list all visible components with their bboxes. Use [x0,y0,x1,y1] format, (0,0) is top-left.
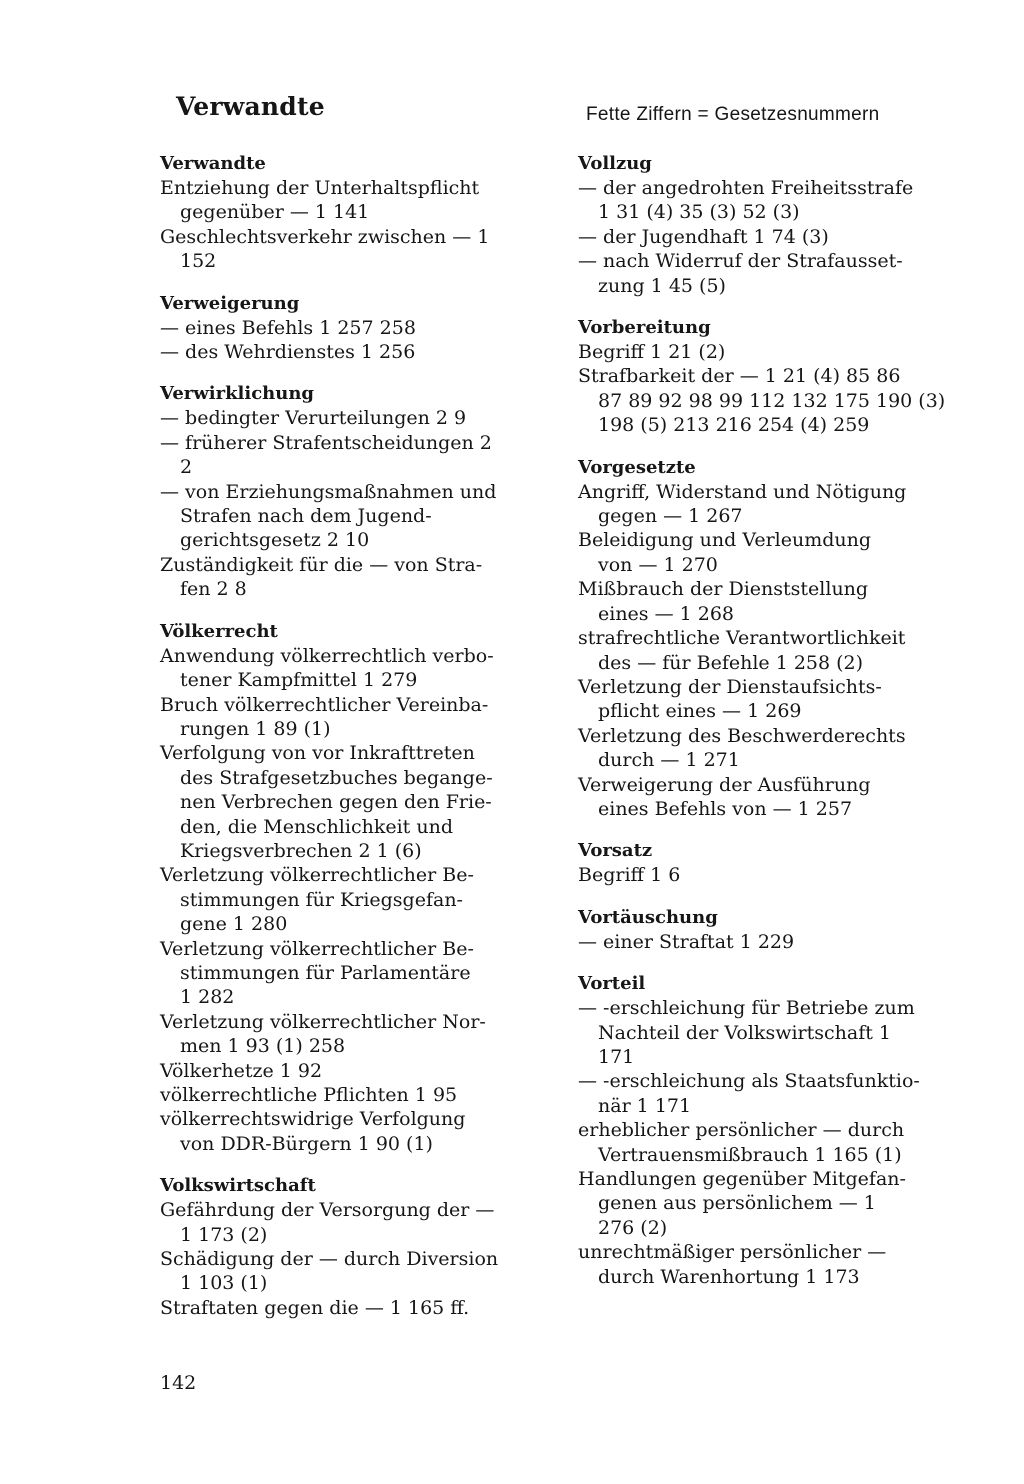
index-entry-line: — des Wehrdienstes 1 256 [160,341,416,364]
index-entry-line: Mißbrauch der Dienststellung [578,578,869,601]
index-entry-line: Beleidigung und Verleumdung [578,529,872,552]
index-entry-line: 2 [180,456,193,479]
index-entry-line: von DDR-Bürgern 1 90 (1) [180,1132,433,1155]
index-entry [578,249,938,298]
index-section [578,839,938,887]
right-column [578,152,946,1307]
index-entry-line: eines — 1 268 [598,602,735,625]
page-number: 142 [160,1372,197,1394]
index-entry-line: Verletzung völkerrechtlicher Be- [160,937,474,960]
index-entry [160,406,520,430]
index-entry [160,480,520,553]
index-entry-line: gerichtsgesetz 2 10 [180,529,370,552]
index-entry-line: von — 1 270 [598,553,718,576]
index-entry [160,937,520,1010]
index-section [160,382,520,601]
index-entry [160,644,520,693]
index-entry-line: Strafbarkeit der — 1 21 (4) 85 86 [578,365,901,388]
index-section [578,906,938,954]
index-entry-line: tener Kampfmittel 1 279 [180,669,418,692]
index-entry-line: stimmungen für Kriegsgefan- [180,888,463,911]
index-entry-line: gegen — 1 267 [598,505,743,528]
index-heading: Verwirklichung [160,383,315,405]
index-entry [578,480,938,529]
index-entry [578,176,938,225]
index-section [160,152,520,274]
index-entry [160,863,520,936]
index-entry-line: Anwendung völkerrechtlich verbo- [160,644,494,667]
index-entry-line: Begriff 1 6 [578,864,681,887]
index-entry [160,1083,520,1107]
index-entry-line: — der angedrohten Freiheitsstrafe [578,177,914,199]
index-entry [160,176,520,225]
index-entry-line: durch — 1 271 [598,749,740,772]
index-heading: Vortäuschung [578,906,718,928]
index-entry-line: Gefährdung der Versorgung der — [160,1199,495,1222]
index-entry-line: unrechtmäßiger persönlicher — [578,1241,887,1264]
index-section [578,456,938,822]
index-entry-line: strafrechtliche Verantwortlichkeit [578,627,906,650]
index-entry [578,773,938,822]
index-entry-line: stimmungen für Parlamentäre [180,961,471,984]
index-entry-line: völkerrechtswidrige Verfolgung [160,1108,466,1131]
index-entry-line: Handlungen gegenüber Mitgefan- [578,1168,906,1190]
index-entry-line: Straftaten gegen die — 1 165 ff. [160,1296,470,1319]
index-entry-line: — eines Befehls 1 257 258 [160,316,416,339]
index-entry-line: 198 (5) 213 216 254 (4) 259 [598,414,870,437]
index-entry-line: fen 2 8 [180,578,247,601]
index-entry-line: zung 1 45 (5) [598,274,726,297]
index-entry [578,1069,938,1118]
index-entry [160,741,520,863]
index-section [160,292,520,365]
index-entry [160,1296,520,1320]
index-entry-line: Bruch völkerrechtlicher Vereinba- [160,693,489,716]
index-section [578,152,938,298]
index-entry-line: Verletzung der Dienstaufsichts- [578,675,882,698]
index-entry-line: genen aus persönlichem — 1 [598,1192,876,1215]
index-entry-line: eines Befehls von — 1 257 [598,797,853,820]
index-entry [160,1059,520,1083]
index-entry [160,553,520,602]
index-entry [578,1167,938,1240]
index-entry-line: Vertrauensmißbrauch 1 165 (1) [598,1143,902,1166]
index-entry [160,431,520,480]
index-entry-line: pflicht eines — 1 269 [598,700,802,723]
index-entry-line: 87 89 92 98 99 112 132 175 190 (3) [598,389,946,412]
index-heading: Vorbereitung [578,317,711,339]
index-entry-line: Verweigerung der Ausführung [578,773,871,796]
index-entry-line: Verletzung völkerrechtlicher Nor- [160,1010,486,1033]
index-entry [578,1118,938,1167]
index-heading: Vorsatz [578,840,653,862]
index-entry-line: men 1 93 (1) 258 [180,1035,346,1058]
index-entry-line: — von Erziehungsmaßnahmen und [160,480,497,503]
index-entry-line: — -erschleichung als Staatsfunktio- [578,1070,920,1093]
index-entry-line: Kriegsverbrechen 2 1 (6) [180,839,422,862]
index-entry [160,693,520,742]
index-section [578,316,946,438]
index-entry [578,863,938,887]
index-entry-line: den, die Menschlichkeit und [180,815,453,838]
index-entry-line: — bedingter Verurteilungen 2 9 [160,407,467,430]
index-entry-line: erheblicher persönlicher — durch [578,1119,905,1142]
index-entry-line: — einer Straftat 1 229 [578,930,795,953]
index-entry-line: Geschlechtsverkehr zwischen — 1 [160,225,490,248]
index-entry-line: Schädigung der — durch Diversion [160,1248,499,1271]
index-entry-line: gene 1 280 [180,913,288,936]
index-entry [160,1010,520,1059]
index-entry [160,1198,520,1247]
index-entry-line: — nach Widerruf der Strafausset- [578,250,903,273]
index-entry-line: 1 173 (2) [180,1223,268,1246]
index-entry [578,930,938,954]
left-column [160,152,520,1338]
index-heading: Vorteil [578,973,646,995]
index-section [160,620,520,1157]
index-entry-line: Entziehung der Unterhaltspflicht [160,177,480,199]
index-entry [578,724,938,773]
index-entry [578,364,946,437]
index-entry-line: Zuständigkeit für die — von Stra- [160,553,483,576]
index-entry-line: när 1 171 [598,1094,692,1117]
index-entry-line: 276 (2) [598,1216,668,1239]
index-entry [160,1107,520,1156]
index-entry-line: durch Warenhortung 1 173 [598,1265,860,1288]
index-entry-line: Verfolgung von vor Inkrafttreten [160,742,475,765]
index-entry [578,225,938,249]
running-head-left: Verwandte [176,92,325,121]
running-head-right: Fette Ziffern = Gesetzesnummern [586,104,880,125]
index-entry-line: des Strafgesetzbuches begange- [180,766,493,789]
index-entry-line: Begriff 1 21 (2) [578,341,726,364]
index-entry [578,577,938,626]
index-entry-line: — früherer Strafentscheidungen 2 [160,431,492,454]
index-entry [578,626,938,675]
index-entry-line: Verletzung des Beschwerderechts [578,724,906,747]
index-heading: Volkswirtschaft [160,1175,316,1197]
index-section [578,972,938,1289]
index-heading: Vorgesetzte [578,456,696,478]
index-entry [160,316,520,340]
index-entry-line: 171 [598,1045,635,1068]
index-entry-line: Strafen nach dem Jugend- [180,505,432,528]
index-heading: Vollzug [578,153,652,174]
index-entry [160,225,520,274]
index-entry-line: — -erschleichung für Betriebe zum [578,997,915,1020]
index-heading: Verwandte [160,153,266,174]
index-heading: Völkerrecht [160,620,278,642]
index-entry-line: Völkerhetze 1 92 [160,1059,323,1082]
index-entry-line: Verletzung völkerrechtlicher Be- [160,864,474,887]
index-entry [578,528,938,577]
index-entry [160,340,520,364]
index-entry-line: 1 282 [180,986,235,1009]
index-entry-line: Nachteil der Volkswirtschaft 1 [598,1021,891,1044]
index-entry-line: rungen 1 89 (1) [180,717,331,740]
index-entry-line: völkerrechtliche Pflichten 1 95 [160,1084,458,1106]
index-entry-line: 1 103 (1) [180,1272,268,1295]
index-heading: Verweigerung [160,292,300,314]
index-entry-line: 152 [180,250,217,273]
index-entry [160,1247,520,1296]
index-entry-line: nen Verbrechen gegen den Frie- [180,791,492,814]
index-entry-line: — der Jugendhaft 1 74 (3) [578,225,829,248]
index-entry [578,996,938,1069]
index-entry-line: Angriff, Widerstand und Nötigung [578,480,907,503]
index-entry [578,340,938,364]
index-entry-line: 1 31 (4) 35 (3) 52 (3) [598,201,800,224]
index-entry-line: gegenüber — 1 141 [180,201,370,224]
index-section [160,1174,520,1320]
index-entry-line: des — für Befehle 1 258 (2) [598,651,864,674]
index-entry [578,1240,938,1289]
index-entry [578,675,938,724]
